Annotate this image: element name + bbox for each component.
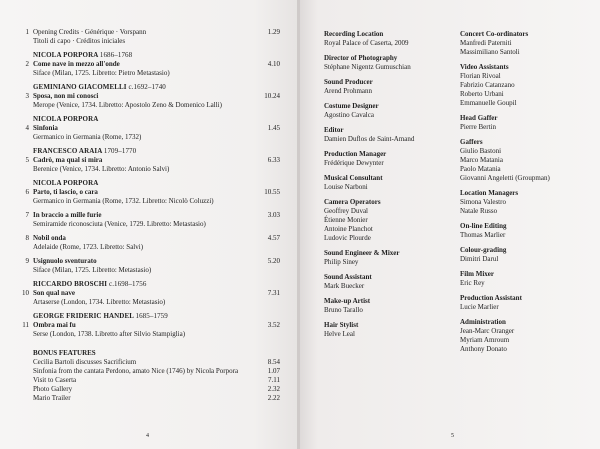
track-subtitle-row [18, 37, 280, 46]
credit-name: Stéphane Nigentz Gumuschian [324, 63, 411, 71]
credit-name: Lucie Marlier [460, 303, 499, 311]
credit-name: Antoine Planchot [324, 225, 373, 233]
track-subtitle-row [18, 243, 280, 252]
composer-name: NICOLA PORPORA [33, 115, 99, 123]
track-number: 4 [25, 124, 29, 132]
credit-block [460, 114, 595, 132]
track-subtitle: Serse (London, 1738. Libretto after Silvio Stampiglia) [33, 330, 186, 338]
credit-block [324, 249, 454, 267]
duration-spacer [256, 165, 280, 174]
track-subtitle: Artaserse (London, 1734. Libretto: Metastasio) [33, 298, 166, 306]
bonus-item [18, 367, 280, 376]
track-number: 9 [25, 257, 29, 265]
bonus-duration: 8.54 [267, 358, 280, 366]
track-title: Nobil onda [33, 234, 66, 242]
composer-line [18, 147, 280, 156]
track-title: Come nave in mezzo all'onde [33, 60, 120, 68]
track-title: Cadrò, ma qual si mira [33, 156, 103, 164]
track-subtitle: Berenice (Venice, 1734. Libretto: Antonio Salvi) [33, 165, 170, 173]
page-number-right: 5 [451, 433, 454, 439]
track-row [18, 92, 280, 101]
track-row [18, 257, 280, 266]
bonus-spacer [18, 358, 33, 367]
composer-dates: c.1692–1740 [128, 83, 166, 91]
track-row [18, 124, 280, 133]
credit-role: Sound Producer [324, 78, 373, 86]
credit-name: Anthony Donato [460, 345, 507, 353]
credit-block [324, 321, 454, 339]
credit-name: Simona Valestro [460, 198, 506, 206]
credit-name: Louise Narboni [324, 183, 368, 191]
credit-block [460, 222, 595, 240]
credit-block [324, 102, 454, 120]
track-number: 8 [25, 234, 29, 242]
credit-block [460, 246, 595, 264]
track-row [18, 321, 280, 330]
credit-role: Costume Designer [324, 102, 379, 110]
credit-name: Ludovic Plourde [324, 234, 371, 242]
page-number-left: 4 [146, 433, 149, 439]
credit-block [324, 30, 454, 48]
track-duration: 7.31 [267, 289, 280, 297]
track-row [18, 156, 280, 165]
track-row [18, 60, 280, 69]
credit-role: Video Assistants [460, 63, 509, 71]
duration-spacer [256, 330, 280, 339]
right-page [300, 0, 600, 449]
credit-name: Emmanuelle Goupil [460, 99, 517, 107]
composer-name: FRANCESCO ARAIA [33, 147, 102, 155]
credit-name: Étienne Monier [324, 216, 368, 224]
duration-spacer [256, 243, 280, 252]
credit-role: Administration [460, 318, 506, 326]
track-subtitle: Titoli di capo · Créditos iniciales [33, 37, 126, 45]
credit-name: Paolo Matania [460, 165, 501, 173]
track-subtitle: Germanico in Germania (Rome, 1732) [33, 133, 142, 141]
track-subtitle-row [18, 266, 280, 275]
composer-line [18, 179, 280, 188]
credit-block [324, 78, 454, 96]
credit-block [460, 63, 595, 108]
duration-spacer [256, 69, 280, 78]
credit-name: Helve Leal [324, 330, 355, 338]
track-duration: 5.20 [267, 257, 280, 265]
credit-block [324, 150, 454, 168]
track-number-spacer [18, 101, 33, 110]
composer-line [18, 312, 280, 321]
credit-name: Manfredi Paterniti [460, 39, 512, 47]
composer-line [18, 83, 280, 92]
track-title: Sinfonia [33, 124, 58, 132]
track-subtitle: Siface (Milan, 1725. Libretto: Pietro Metastasio) [33, 69, 170, 77]
track-duration: 6.33 [267, 156, 280, 164]
credit-name: Frédérique Dewynter [324, 159, 384, 167]
credit-role: Musical Consultant [324, 174, 383, 182]
track-number: 2 [25, 60, 29, 68]
bonus-duration: 2.22 [267, 394, 280, 402]
track-number-spacer [18, 133, 33, 142]
bonus-label: Mario Trailer [33, 394, 71, 402]
track-subtitle-row [18, 133, 280, 142]
track-duration: 3.03 [267, 211, 280, 219]
track-duration: 1.45 [267, 124, 280, 132]
credit-name: Giovanni Angeletti (Groupman) [460, 174, 550, 182]
bonus-spacer [18, 376, 33, 385]
credit-role: Hair Stylist [324, 321, 359, 329]
track-number-spacer [18, 298, 33, 307]
track-number: 3 [25, 92, 29, 100]
track-list [18, 28, 280, 403]
track-number: 5 [25, 156, 29, 164]
bonus-item [18, 376, 280, 385]
composer-dates: c.1698–1756 [109, 280, 147, 288]
credit-block [460, 318, 595, 354]
track-number-spacer [18, 266, 33, 275]
bonus-item [18, 385, 280, 394]
composer-dates: 1686–1768 [99, 51, 133, 59]
credit-block [324, 174, 454, 192]
track-row [18, 289, 280, 298]
track-subtitle-row [18, 165, 280, 174]
duration-spacer [256, 266, 280, 275]
bonus-heading: BONUS FEATURES [33, 349, 96, 357]
credit-role: Make-up Artist [324, 297, 371, 305]
credit-role: Production Assistant [460, 294, 522, 302]
track-title: Son qual nave [33, 289, 76, 297]
credit-name: Thomas Marlier [460, 231, 506, 239]
credit-name: Giulio Bastoni [460, 147, 502, 155]
bonus-label: Cecilia Bartoli discusses Sacrificium [33, 358, 137, 366]
bonus-item [18, 358, 280, 367]
track-row [18, 211, 280, 220]
track-duration: 10.55 [264, 188, 280, 196]
duration-spacer [256, 101, 280, 110]
track-subtitle: Siface (Milan, 1725. Libretto: Metastasio) [33, 266, 152, 274]
credit-block [324, 297, 454, 315]
track-title: Parto, ti lascio, o cara [33, 188, 98, 196]
credit-role: Camera Operators [324, 198, 381, 206]
credit-role: Head Gaffer [460, 114, 498, 122]
duration-spacer [256, 37, 280, 46]
track-row [18, 188, 280, 197]
composer-dates: 1685–1759 [135, 312, 168, 320]
credit-role: Director of Photography [324, 54, 398, 62]
credit-block [460, 270, 595, 288]
track-subtitle-row [18, 298, 280, 307]
bonus-spacer [18, 367, 33, 376]
credit-name: Damien Duflos de Saint-Amand [324, 135, 415, 143]
bonus-label: Visit to Caserta [33, 376, 77, 384]
track-title: Ombra mai fu [33, 321, 76, 329]
credit-name: Pierre Bertin [460, 123, 496, 131]
bonus-spacer [18, 385, 33, 394]
track-number-spacer [18, 69, 33, 78]
credit-name: Fabrizio Catanzano [460, 81, 515, 89]
track-number-spacer [18, 220, 33, 229]
credit-name: Arend Prohmann [324, 87, 373, 95]
credit-name: Agostino Cavalca [324, 111, 374, 119]
credit-block [460, 294, 595, 312]
credit-role: Colour-grading [460, 246, 507, 254]
track-number-spacer [18, 243, 33, 252]
credit-block [324, 273, 454, 291]
track-title: Usignuolo sventurato [33, 257, 97, 265]
credit-name: Natale Russo [460, 207, 498, 215]
credits-column-1 [324, 30, 454, 345]
credit-name: Dimitri Darul [460, 255, 499, 263]
credit-role: Recording Location [324, 30, 384, 38]
track-subtitle-row [18, 197, 280, 206]
credit-role: Production Manager [324, 150, 387, 158]
credit-name: Geoffrey Duval [324, 207, 368, 215]
credit-role: On-line Editing [460, 222, 507, 230]
credit-name: Eric Rey [460, 279, 485, 287]
duration-spacer [256, 197, 280, 206]
credit-block [460, 30, 595, 57]
composer-name: NICOLA PORPORA [33, 51, 98, 59]
track-subtitle-row [18, 69, 280, 78]
track-subtitle: Semiramide riconosciuta (Venice, 1729. Libretto: Metastasio) [33, 220, 206, 228]
credit-role: Concert Co-ordinators [460, 30, 529, 38]
track-title: Opening Credits · Générique · Vorspann [33, 28, 147, 36]
credit-name: Mark Buecker [324, 282, 365, 290]
track-duration: 1.29 [267, 28, 280, 36]
credit-name: Bruno Tarallo [324, 306, 363, 314]
track-subtitle-row [18, 101, 280, 110]
credit-role: Gaffers [460, 138, 483, 146]
composer-name: NICOLA PORPORA [33, 179, 99, 187]
composer-line [18, 51, 280, 60]
track-subtitle-row [18, 220, 280, 229]
track-duration: 4.57 [267, 234, 280, 242]
composer-line [18, 280, 280, 289]
credit-block [324, 126, 454, 144]
track-subtitle: Germanico in Germania (Rome, 1732. Libretto: Nicolò Coluzzi) [33, 197, 214, 205]
credit-block [324, 198, 454, 243]
credit-name: Royal Palace of Caserta, 2009 [324, 39, 409, 47]
track-subtitle: Adelaide (Rome, 1723. Libretto: Salvi) [33, 243, 144, 251]
bonus-duration: 7.11 [268, 376, 280, 384]
bonus-duration: 1.07 [267, 367, 280, 375]
track-subtitle: Merope (Venice, 1734. Libretto: Apostolo Zeno & Domenico Lalli) [33, 101, 222, 109]
credit-name: Myriam Amroum [460, 336, 510, 344]
track-number: 6 [25, 188, 29, 196]
left-page [0, 0, 298, 449]
credit-role: Location Managers [460, 189, 519, 197]
credits-column-2 [460, 30, 595, 360]
credit-name: Marco Matania [460, 156, 503, 164]
track-number: 1 [25, 28, 29, 36]
credit-role: Sound Assistant [324, 273, 372, 281]
credit-role: Editor [324, 126, 344, 134]
composer-line [18, 115, 280, 124]
bonus-label: Sinfonia from the cantata Perdono, amato Nice (1746) by Nicola Porpora [33, 367, 239, 375]
track-title: Sposa, non mi conosci [33, 92, 99, 100]
composer-name: GEMINIANO GIACOMELLI [33, 83, 127, 91]
bonus-item [18, 394, 280, 403]
bonus-label: Photo Gallery [33, 385, 73, 393]
bonus-duration: 2.32 [267, 385, 280, 393]
credit-block [460, 189, 595, 216]
track-number-spacer [18, 330, 33, 339]
composer-dates: 1709–1770 [103, 147, 137, 155]
track-title: In braccio a mille furie [33, 211, 102, 219]
track-subtitle-row [18, 330, 280, 339]
credit-name: Jean-Marc Oranger [460, 327, 515, 335]
composer-name: GEORGE FRIDERIC HANDEL [33, 312, 134, 320]
track-number-spacer [18, 165, 33, 174]
track-duration: 3.52 [267, 321, 280, 329]
duration-spacer [256, 133, 280, 142]
track-number: 7 [25, 211, 29, 219]
credit-role: Sound Engineer & Mixer [324, 249, 400, 257]
track-number: 11 [22, 321, 29, 329]
duration-spacer [256, 298, 280, 307]
track-number: 10 [22, 289, 29, 297]
credit-block [460, 138, 595, 183]
track-row [18, 28, 280, 37]
track-number-spacer [18, 197, 33, 206]
track-row [18, 234, 280, 243]
credit-name: Florian Rivoal [460, 72, 501, 80]
credit-block [324, 54, 454, 72]
track-duration: 4.10 [267, 60, 280, 68]
track-duration: 10.24 [264, 92, 280, 100]
composer-name: RICCARDO BROSCHI [33, 280, 108, 288]
credit-role: Film Mixer [460, 270, 495, 278]
duration-spacer [256, 220, 280, 229]
bonus-spacer [18, 394, 33, 403]
credit-name: Massimiliano Santoli [460, 48, 520, 56]
credit-name: Philip Siney [324, 258, 359, 266]
credit-name: Roberto Urbani [460, 90, 504, 98]
track-number-spacer [18, 37, 33, 46]
